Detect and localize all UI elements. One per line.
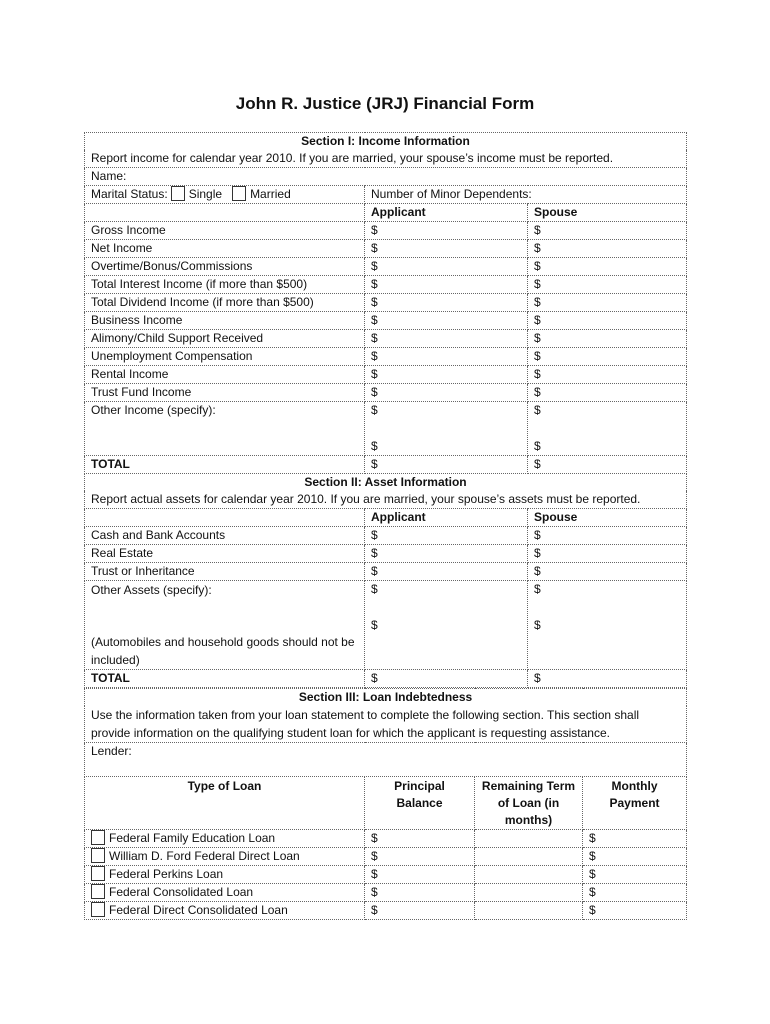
spouse-amount-input[interactable] (528, 348, 687, 366)
table-row (85, 830, 687, 848)
asset-label: Trust or Inheritance (85, 563, 365, 581)
currency-symbol: $ (371, 223, 378, 237)
applicant-assets-total-input[interactable] (365, 670, 528, 688)
spouse-amount-input[interactable] (528, 222, 687, 240)
section3-instruction: Use the information taken from your loan statement to complete the following section. This section shall provide information on the qualifying student loan for which the applicant is requesting assistance. (85, 706, 687, 743)
married-checkbox[interactable] (232, 186, 246, 201)
principal-balance-input[interactable] (365, 830, 475, 848)
asset-label: Cash and Bank Accounts (85, 527, 365, 545)
table-row (85, 348, 687, 366)
currency-symbol: $ (371, 277, 378, 291)
monthly-payment-input[interactable] (583, 884, 687, 902)
monthly-payment-input[interactable] (583, 866, 687, 884)
currency-symbol: $ (371, 403, 378, 417)
monthly-payment-input[interactable] (583, 902, 687, 920)
applicant-amount-input[interactable] (365, 240, 528, 258)
remaining-term-input[interactable] (475, 866, 583, 884)
currency-symbol: $ (371, 331, 378, 345)
table-row (85, 848, 687, 866)
applicant-amount-input[interactable] (365, 276, 528, 294)
col-applicant: Applicant (365, 204, 528, 222)
table-row (85, 902, 687, 920)
currency-symbol: $ (371, 528, 378, 542)
currency-symbol: $ (534, 457, 541, 471)
income-label: Rental Income (85, 366, 365, 384)
financial-form (84, 132, 686, 920)
col-monthly-payment: Monthly Payment (583, 777, 687, 830)
currency-symbol: $ (534, 564, 541, 578)
currency-symbol: $ (589, 867, 596, 881)
blank-cell (85, 204, 365, 222)
marital-label: Marital Status: (91, 187, 168, 201)
col-spouse: Spouse (528, 204, 687, 222)
loan-type-cell (85, 830, 365, 848)
remaining-term-input[interactable] (475, 902, 583, 920)
currency-symbol: $ (534, 618, 541, 632)
married-label: Married (250, 187, 291, 201)
currency-symbol: $ (371, 367, 378, 381)
spouse-asset-input[interactable] (528, 527, 687, 545)
currency-symbol: $ (371, 546, 378, 560)
table-row (85, 240, 687, 258)
loan-checkbox[interactable] (91, 902, 105, 917)
table-row (85, 545, 687, 563)
blank-cell (85, 509, 365, 527)
loan-type-cell (85, 848, 365, 866)
currency-symbol: $ (534, 582, 541, 596)
loan-checkbox[interactable] (91, 830, 105, 845)
marital-status-cell (85, 186, 365, 204)
other-income-label: Other Income (specify): (85, 402, 365, 456)
page-title: John R. Justice (JRJ) Financial Form (235, 94, 535, 113)
spouse-amount-input[interactable] (528, 384, 687, 402)
loan-type-label: William D. Ford Federal Direct Loan (109, 849, 300, 863)
income-label: Unemployment Compensation (85, 348, 365, 366)
applicant-amount-input[interactable] (365, 366, 528, 384)
currency-symbol: $ (534, 241, 541, 255)
table-row (85, 222, 687, 240)
single-label: Single (188, 187, 223, 201)
table-row (85, 330, 687, 348)
total-label: TOTAL (85, 456, 365, 474)
currency-symbol: $ (534, 403, 541, 417)
currency-symbol: $ (371, 885, 378, 899)
table-row (85, 670, 687, 688)
currency-symbol: $ (371, 349, 378, 363)
income-label: Alimony/Child Support Received (85, 330, 365, 348)
table-row (85, 402, 687, 456)
loan-checkbox[interactable] (91, 848, 105, 863)
currency-symbol: $ (534, 277, 541, 291)
currency-symbol: $ (534, 671, 541, 685)
currency-symbol: $ (534, 385, 541, 399)
spouse-amount-input[interactable] (528, 330, 687, 348)
other-assets-label: Other Assets (specify): (91, 583, 212, 597)
spouse-amount-input[interactable] (528, 366, 687, 384)
currency-symbol: $ (371, 313, 378, 327)
loan-header-table (84, 688, 687, 920)
currency-symbol: $ (534, 546, 541, 560)
income-label: Business Income (85, 312, 365, 330)
section2-heading: Section II: Asset Information (85, 474, 687, 492)
currency-symbol: $ (371, 671, 378, 685)
table-row (85, 581, 687, 670)
spouse-total-input[interactable] (528, 456, 687, 474)
applicant-amount-input[interactable] (365, 294, 528, 312)
income-label: Trust Fund Income (85, 384, 365, 402)
col-applicant: Applicant (365, 509, 528, 527)
applicant-total-input[interactable] (365, 456, 528, 474)
principal-balance-input[interactable] (365, 902, 475, 920)
table-row (85, 456, 687, 474)
loan-checkbox[interactable] (91, 884, 105, 899)
currency-symbol: $ (371, 439, 378, 453)
currency-symbol: $ (589, 849, 596, 863)
applicant-asset-input[interactable] (365, 527, 528, 545)
total-label: TOTAL (85, 670, 365, 688)
table-row (85, 312, 687, 330)
loan-checkbox[interactable] (91, 866, 105, 881)
currency-symbol: $ (534, 313, 541, 327)
col-type-of-loan: Type of Loan (85, 777, 365, 830)
currency-symbol: $ (371, 385, 378, 399)
income-label: Overtime/Bonus/Commissions (85, 258, 365, 276)
spouse-amount-input[interactable] (528, 276, 687, 294)
dependents-field[interactable] (365, 186, 687, 204)
spouse-other-income-input[interactable] (528, 402, 687, 456)
table-row (85, 474, 687, 492)
applicant-amount-input[interactable] (365, 258, 528, 276)
currency-symbol: $ (371, 582, 378, 596)
currency-symbol: $ (371, 259, 378, 273)
section2-instruction: Report actual assets for calendar year 2010. If you are married, your spouse’s assets must be reported. (85, 491, 687, 509)
table-row (85, 258, 687, 276)
section1-heading: Section I: Income Information (85, 133, 687, 151)
applicant-amount-input[interactable] (365, 312, 528, 330)
table-row (85, 689, 687, 707)
principal-balance-input[interactable] (365, 884, 475, 902)
other-assets-note: (Automobiles and household goods should not be included) (91, 635, 355, 667)
currency-symbol: $ (371, 867, 378, 881)
loan-type-cell (85, 902, 365, 920)
col-principal-balance: Principal Balance (365, 777, 475, 830)
spouse-amount-input[interactable] (528, 240, 687, 258)
col-spouse: Spouse (528, 509, 687, 527)
currency-symbol: $ (371, 457, 378, 471)
loan-type-label: Federal Direct Consolidated Loan (109, 903, 288, 917)
spouse-assets-total-input[interactable] (528, 670, 687, 688)
applicant-other-income-input[interactable] (365, 402, 528, 456)
table-row (85, 509, 687, 527)
monthly-payment-input[interactable] (583, 830, 687, 848)
loan-type-cell (85, 866, 365, 884)
currency-symbol: $ (589, 831, 596, 845)
currency-symbol: $ (534, 331, 541, 345)
single-checkbox[interactable] (171, 186, 185, 201)
table-row (85, 866, 687, 884)
loan-type-cell (85, 884, 365, 902)
table-row (85, 884, 687, 902)
loan-type-label: Federal Consolidated Loan (109, 885, 254, 899)
currency-symbol: $ (534, 259, 541, 273)
currency-symbol: $ (534, 295, 541, 309)
currency-symbol: $ (534, 223, 541, 237)
principal-balance-input[interactable] (365, 866, 475, 884)
currency-symbol: $ (589, 903, 596, 917)
name-field[interactable] (85, 168, 687, 186)
applicant-asset-input[interactable] (365, 563, 528, 581)
currency-symbol: $ (371, 295, 378, 309)
name-label: Name: (91, 169, 127, 183)
currency-symbol: $ (534, 439, 541, 453)
currency-symbol: $ (371, 849, 378, 863)
principal-balance-input[interactable] (365, 848, 475, 866)
currency-symbol: $ (371, 564, 378, 578)
table-row (85, 366, 687, 384)
income-label: Total Interest Income (if more than $500) (85, 276, 365, 294)
applicant-other-assets-input[interactable] (365, 581, 528, 670)
table-row (85, 384, 687, 402)
table-row (85, 563, 687, 581)
currency-symbol: $ (589, 885, 596, 899)
remaining-term-input[interactable] (475, 848, 583, 866)
remaining-term-input[interactable] (475, 884, 583, 902)
applicant-asset-input[interactable] (365, 545, 528, 563)
loan-type-label: Federal Family Education Loan (109, 831, 276, 845)
income-label: Net Income (85, 240, 365, 258)
monthly-payment-input[interactable] (583, 848, 687, 866)
applicant-amount-input[interactable] (365, 384, 528, 402)
loan-type-label: Federal Perkins Loan (109, 867, 224, 881)
table-row (85, 527, 687, 545)
applicant-amount-input[interactable] (365, 222, 528, 240)
applicant-amount-input[interactable] (365, 330, 528, 348)
dependents-label: Number of Minor Dependents: (371, 187, 532, 201)
lender-field[interactable]: Lender: (85, 743, 687, 777)
currency-symbol: $ (371, 831, 378, 845)
section3-heading: Section III: Loan Indebtedness (85, 689, 687, 707)
other-assets-cell (85, 581, 365, 670)
currency-symbol: $ (371, 618, 378, 632)
spouse-amount-input[interactable] (528, 294, 687, 312)
income-asset-table (84, 132, 687, 688)
currency-symbol: $ (371, 903, 378, 917)
currency-symbol: $ (534, 367, 541, 381)
table-row (85, 706, 687, 743)
table-row (85, 294, 687, 312)
currency-symbol: $ (371, 241, 378, 255)
remaining-term-input[interactable] (475, 830, 583, 848)
spouse-other-assets-input[interactable] (528, 581, 687, 670)
income-label: Gross Income (85, 222, 365, 240)
spouse-amount-input[interactable] (528, 258, 687, 276)
spouse-amount-input[interactable] (528, 312, 687, 330)
table-row (85, 491, 687, 509)
section1-instruction: Report income for calendar year 2010. If you are married, your spouse’s income must be reported. (85, 150, 687, 168)
table-row (85, 743, 687, 777)
income-label: Total Dividend Income (if more than $500) (85, 294, 365, 312)
currency-symbol: $ (534, 349, 541, 363)
table-row (85, 777, 687, 830)
applicant-amount-input[interactable] (365, 348, 528, 366)
currency-symbol: $ (534, 528, 541, 542)
spouse-asset-input[interactable] (528, 563, 687, 581)
table-row (85, 276, 687, 294)
spouse-asset-input[interactable] (528, 545, 687, 563)
asset-label: Real Estate (85, 545, 365, 563)
col-remaining-term: Remaining Term of Loan (in months) (475, 777, 583, 830)
